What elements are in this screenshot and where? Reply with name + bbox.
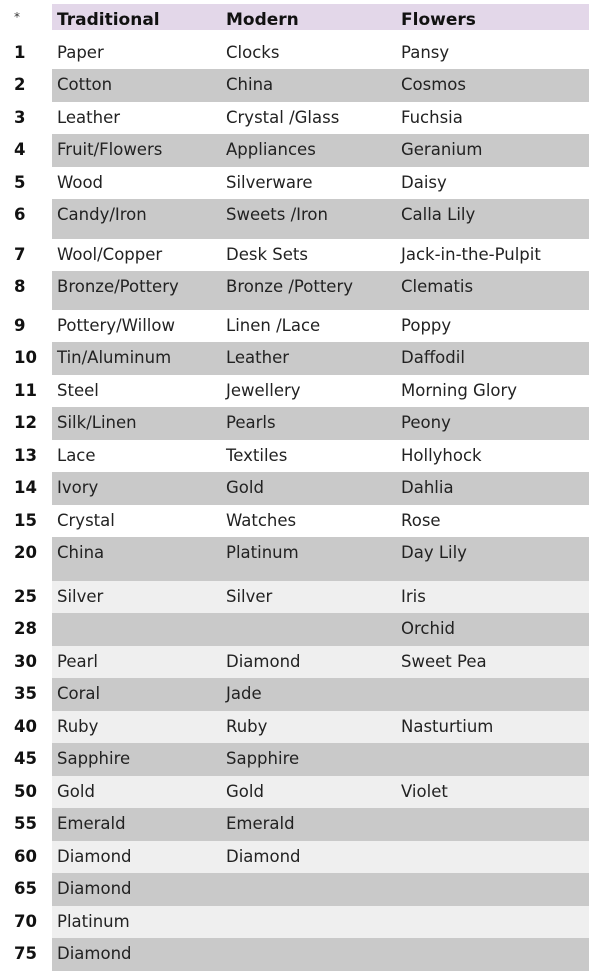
- traditional-cell: Pottery/Willow: [57, 316, 175, 335]
- flowers-cell: [396, 743, 589, 776]
- modern-cell: Textiles: [226, 446, 288, 465]
- row-band: [52, 581, 589, 613]
- flowers-cell: Dahlia: [401, 478, 454, 497]
- header-band: [52, 4, 589, 30]
- traditional-cell: Diamond: [57, 847, 132, 866]
- table-row: [10, 375, 589, 407]
- modern-cell: Silverware: [226, 173, 313, 192]
- year-cell: 75: [14, 944, 37, 963]
- traditional-cell: Wood: [57, 173, 104, 192]
- table-row: [10, 310, 589, 342]
- table-row: [10, 199, 589, 239]
- year-cell: 45: [14, 749, 37, 768]
- year-cell: 2: [14, 75, 26, 94]
- row-band: [52, 134, 589, 167]
- modern-cell: Leather: [226, 348, 290, 367]
- modern-cell: Bronze /Pottery: [226, 277, 354, 296]
- year-cell: 13: [14, 446, 37, 465]
- traditional-cell: Ruby: [57, 717, 99, 736]
- table-row: [10, 678, 589, 711]
- row-band: [52, 342, 589, 375]
- traditional-cell: Candy/Iron: [57, 205, 147, 224]
- modern-cell: Gold: [226, 478, 264, 497]
- modern-cell: China: [226, 75, 274, 94]
- flowers-cell: [396, 873, 589, 906]
- modern-cell: Ruby: [226, 717, 268, 736]
- table-row: [10, 711, 589, 743]
- modern-cell: Jade: [226, 684, 262, 703]
- modern-cell: Clocks: [226, 43, 280, 62]
- modern-cell: Platinum: [226, 543, 299, 562]
- table-row: [10, 407, 589, 440]
- flowers-cell: Jack-in-the-Pulpit: [401, 245, 541, 264]
- year-cell: 70: [14, 912, 37, 931]
- traditional-cell: Silver: [57, 587, 104, 606]
- row-band: [52, 69, 589, 102]
- year-cell: 3: [14, 108, 26, 127]
- table-row: [10, 271, 589, 310]
- traditional-cell: Tin/Aluminum: [57, 348, 172, 367]
- row-band: [52, 271, 589, 310]
- table-row: [10, 581, 589, 613]
- flowers-cell: Fuchsia: [401, 108, 463, 127]
- table-row: [10, 743, 589, 776]
- flowers-cell: Daffodil: [401, 348, 465, 367]
- row-band: [52, 711, 589, 743]
- flowers-cell: Rose: [401, 511, 441, 530]
- flowers-cell: Poppy: [401, 316, 452, 335]
- traditional-cell: Steel: [57, 381, 99, 400]
- year-cell: 8: [14, 277, 26, 296]
- table-header-row: [10, 4, 589, 37]
- modern-cell: Sapphire: [226, 749, 300, 768]
- table-row: [10, 873, 589, 906]
- row-band: [52, 167, 589, 199]
- table-row: [10, 841, 589, 873]
- header-traditional: Traditional: [57, 10, 160, 30]
- row-band: [52, 505, 589, 537]
- modern-cell: Jewellery: [226, 381, 301, 400]
- flowers-cell: [396, 678, 589, 711]
- modern-cell: [221, 938, 396, 971]
- table-body: [10, 37, 589, 971]
- year-cell: 40: [14, 717, 37, 736]
- row-band: [52, 199, 589, 239]
- table-row: [10, 69, 589, 102]
- flowers-cell: [396, 808, 589, 841]
- table-row: [10, 342, 589, 375]
- modern-cell: Desk Sets: [226, 245, 308, 264]
- row-band: [52, 310, 589, 342]
- row-band: [52, 239, 589, 271]
- traditional-cell: China: [57, 543, 105, 562]
- modern-cell: Watches: [226, 511, 297, 530]
- header-flowers: Flowers: [401, 10, 476, 30]
- year-cell: 30: [14, 652, 37, 671]
- flowers-cell: Geranium: [401, 140, 483, 159]
- traditional-cell: Pearl: [57, 652, 98, 671]
- modern-cell: Diamond: [226, 652, 301, 671]
- year-cell: 14: [14, 478, 37, 497]
- table-row: [10, 537, 589, 581]
- row-band: [52, 743, 589, 776]
- traditional-cell: Fruit/Flowers: [57, 140, 163, 159]
- traditional-cell: Diamond: [57, 879, 132, 898]
- row-band: [52, 776, 589, 808]
- modern-cell: [221, 906, 396, 938]
- table-row: [10, 646, 589, 678]
- year-cell: 7: [14, 245, 26, 264]
- traditional-cell: Lace: [57, 446, 96, 465]
- table-row: [10, 102, 589, 134]
- flowers-cell: Clematis: [401, 277, 474, 296]
- traditional-cell: Emerald: [57, 814, 126, 833]
- modern-cell: Sweets /Iron: [226, 205, 328, 224]
- row-band: [52, 873, 589, 906]
- row-band: [52, 906, 589, 938]
- flowers-cell: Pansy: [401, 43, 450, 62]
- table-row: [10, 808, 589, 841]
- year-cell: 11: [14, 381, 37, 400]
- traditional-cell: Diamond: [57, 944, 132, 963]
- flowers-cell: [396, 938, 589, 971]
- modern-cell: Appliances: [226, 140, 316, 159]
- flowers-cell: Hollyhock: [401, 446, 482, 465]
- traditional-cell: Sapphire: [57, 749, 131, 768]
- year-cell: 20: [14, 543, 37, 562]
- flowers-cell: Nasturtium: [401, 717, 494, 736]
- year-cell: 28: [14, 619, 37, 638]
- table-row: [10, 239, 589, 271]
- row-band: [52, 613, 589, 646]
- modern-cell: Linen /Lace: [226, 316, 321, 335]
- year-cell: 35: [14, 684, 37, 703]
- year-cell: 5: [14, 173, 26, 192]
- traditional-cell: Wool/Copper: [57, 245, 163, 264]
- table-row: [10, 613, 589, 646]
- traditional-cell: Leather: [57, 108, 121, 127]
- flowers-cell: Peony: [401, 413, 451, 432]
- modern-cell: Silver: [226, 587, 273, 606]
- flowers-cell: [396, 906, 589, 938]
- flowers-cell: Calla Lily: [401, 205, 476, 224]
- year-cell: 25: [14, 587, 37, 606]
- traditional-cell: Coral: [57, 684, 101, 703]
- modern-cell: Diamond: [226, 847, 301, 866]
- year-cell: 9: [14, 316, 26, 335]
- anniversary-gifts-table: [10, 4, 589, 971]
- traditional-cell: Bronze/Pottery: [57, 277, 179, 296]
- row-band: [52, 808, 589, 841]
- flowers-cell: Day Lily: [401, 543, 467, 562]
- row-band: [52, 407, 589, 440]
- modern-cell: Gold: [226, 782, 264, 801]
- table-row: [10, 906, 589, 938]
- year-cell: 1: [14, 43, 26, 62]
- year-cell: 65: [14, 879, 37, 898]
- table-row: [10, 134, 589, 167]
- year-cell: 10: [14, 348, 37, 367]
- table-row: [10, 938, 589, 971]
- modern-cell: Crystal /Glass: [226, 108, 340, 127]
- row-band: [52, 678, 589, 711]
- row-band: [52, 375, 589, 407]
- modern-cell: [221, 613, 396, 646]
- year-cell: 15: [14, 511, 37, 530]
- table-row: [10, 505, 589, 537]
- row-band: [52, 472, 589, 505]
- year-cell: 6: [14, 205, 26, 224]
- table-row: [10, 37, 589, 69]
- year-cell: 55: [14, 814, 37, 833]
- year-cell: 50: [14, 782, 37, 801]
- table-row: [10, 472, 589, 505]
- traditional-cell: Platinum: [57, 912, 130, 931]
- traditional-cell: Paper: [57, 43, 104, 62]
- flowers-cell: Sweet Pea: [401, 652, 487, 671]
- traditional-cell: Crystal: [57, 511, 115, 530]
- flowers-cell: Morning Glory: [401, 381, 518, 400]
- traditional-cell: Gold: [57, 782, 95, 801]
- table-row: [10, 167, 589, 199]
- header-year: *: [14, 10, 20, 24]
- header-modern: Modern: [226, 10, 299, 30]
- flowers-cell: [396, 841, 589, 873]
- modern-cell: Emerald: [226, 814, 295, 833]
- year-cell: 4: [14, 140, 26, 159]
- year-cell: 60: [14, 847, 37, 866]
- flowers-cell: Cosmos: [401, 75, 466, 94]
- flowers-cell: Orchid: [401, 619, 455, 638]
- row-band: [52, 37, 589, 69]
- table-row: [10, 776, 589, 808]
- traditional-cell: Silk/Linen: [57, 413, 137, 432]
- row-band: [52, 841, 589, 873]
- traditional-cell: [52, 613, 221, 646]
- row-band: [52, 537, 589, 581]
- modern-cell: [221, 873, 396, 906]
- flowers-cell: Violet: [401, 782, 448, 801]
- traditional-cell: Cotton: [57, 75, 113, 94]
- table-row: [10, 440, 589, 472]
- flowers-cell: Daisy: [401, 173, 447, 192]
- modern-cell: Pearls: [226, 413, 276, 432]
- row-band: [52, 102, 589, 134]
- row-band: [52, 440, 589, 472]
- traditional-cell: Ivory: [57, 478, 99, 497]
- flowers-cell: Iris: [401, 587, 426, 606]
- row-band: [52, 646, 589, 678]
- year-cell: 12: [14, 413, 37, 432]
- row-band: [52, 938, 589, 971]
